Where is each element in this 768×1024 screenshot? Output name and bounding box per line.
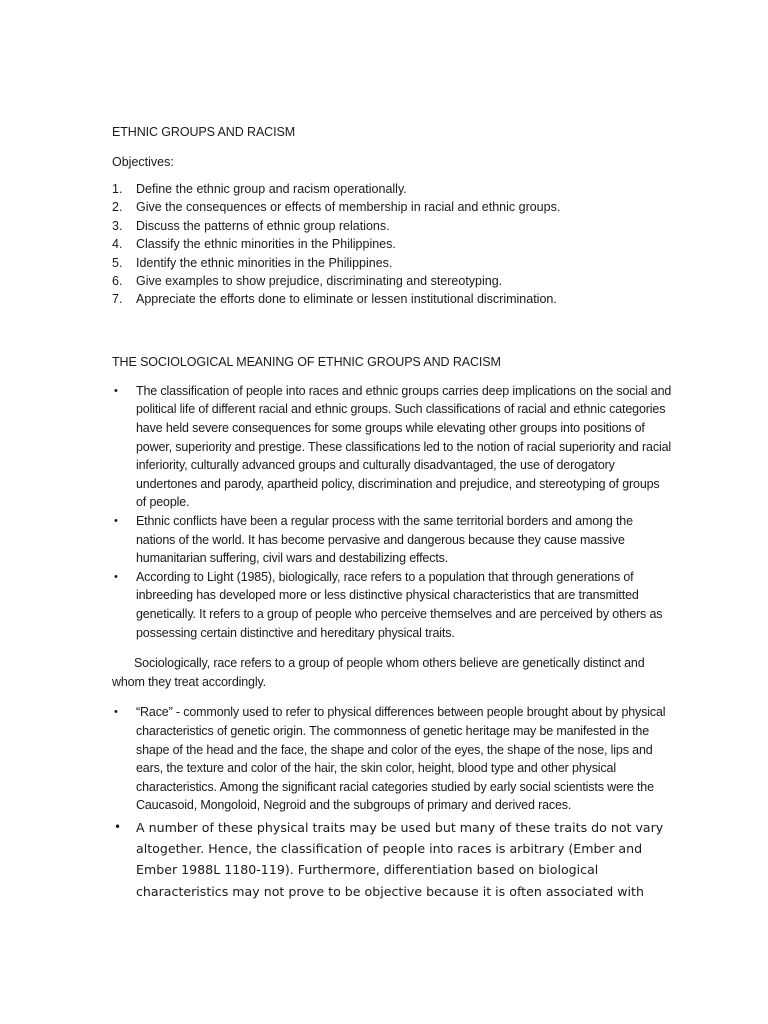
bullet-text: According to Light (1985), biologically, race refers to a population that through generations of inbreeding has developed more or less distinctive physical characteristics that are transmitted genetically. It refers to a group of people who perceive themselves and are perceived by others as possessing certain distinctive and hereditary physical traits. <box>136 569 663 640</box>
objective-text: Define the ethnic group and racism operationally. <box>136 182 407 196</box>
objective-text: Classify the ethnic minorities in the Philippines. <box>136 237 396 252</box>
objective-item <box>112 235 672 253</box>
objectives-list <box>112 180 672 309</box>
objective-number: 3. <box>112 218 123 233</box>
bullet-list-2 <box>112 703 672 901</box>
bullet-icon: • <box>114 515 118 527</box>
document-body <box>112 124 672 902</box>
bullet-item <box>112 817 672 902</box>
bullet-icon: • <box>114 819 122 834</box>
bullet-text: Ethnic conflicts have been a regular process with the same territorial borders and among the nations of the world. It has become pervasive and dangerous because they cause massive humanitarian suffering, civil wars and destabilizing effects. <box>136 514 633 566</box>
bullet-text: “Race” - commonly used to refer to physical differences between people brought about by physical characteristics of genetic origin. The commonness of genetic heritage may be manifested in the shape of the head and the face, the shape and color of the eyes, the shape of the nose, lips and ears, the texture and color of the hair, the skin color, height, blood type and other physical characteristics. Among the significant racial categories studied by early social scientists were the Caucasoid, Mongoloid, Negroid and the subgroups of primary and derived races. <box>136 705 666 813</box>
objective-number: 6. <box>112 274 123 289</box>
objective-number: 7. <box>112 292 123 307</box>
objective-item <box>112 254 672 272</box>
section-heading: THE SOCIOLOGICAL MEANING OF ETHNIC GROUPS AND RACISM <box>112 354 501 369</box>
document-title: ETHNIC GROUPS AND RACISM <box>112 125 296 139</box>
objective-number: 4. <box>112 237 123 252</box>
bullet-list <box>112 382 672 642</box>
body-paragraph: Sociologically, race refers to a group of people whom others believe are genetically distinct and whom they treat accordingly. <box>112 656 645 689</box>
bullet-item <box>112 512 672 568</box>
objective-text: Discuss the patterns of ethnic group relations. <box>136 218 390 233</box>
bullet-icon: • <box>114 384 118 397</box>
objective-number: 2. <box>112 200 123 215</box>
objective-item <box>112 180 672 198</box>
bullet-text: The classification of people into races and ethnic groups carries deep implications on the social and political life of different racial and ethnic groups. Such classifications of racial and ethnic categories have held severe consequences for some groups while elevating other groups into positions of power, superiority and prestige. These classifications led to the notion of racial superiority and racial inferiority, culturally advanced groups and culturally disadvantaged, the use of derogatory undertones and parody, apartheid policy, discrimination and prejudice, and stereotyping of groups of people. <box>136 383 672 510</box>
objective-number: 5. <box>112 255 123 270</box>
objective-item <box>112 198 672 216</box>
bullet-item <box>112 382 672 512</box>
objective-item <box>112 272 672 290</box>
objective-number: 1. <box>112 182 123 196</box>
bullet-text: A number of these physical traits may be used but many of these traits do not vary altogether. Hence, the classification of people into races is arbitrary (Ember and Ember 1988L 1180-119). Furthermore, differentiation based on biological characteristics may not prove to be objective because it is often associated with <box>136 819 664 899</box>
objective-text: Identify the ethnic minorities in the Philippines. <box>136 255 393 270</box>
objective-text: Give the consequences or effects of membership in racial and ethnic groups. <box>136 200 561 215</box>
objective-text: Give examples to show prejudice, discriminating and stereotyping. <box>136 274 503 289</box>
bullet-item <box>112 568 672 642</box>
bullet-icon: • <box>114 706 118 719</box>
objective-item <box>112 217 672 235</box>
bullet-item <box>112 703 672 815</box>
objective-text: Appreciate the efforts done to eliminate or lessen institutional discrimination. <box>136 292 557 307</box>
objective-item <box>112 290 672 308</box>
bullet-icon: • <box>114 570 118 583</box>
objectives-label: Objectives: <box>112 155 174 169</box>
